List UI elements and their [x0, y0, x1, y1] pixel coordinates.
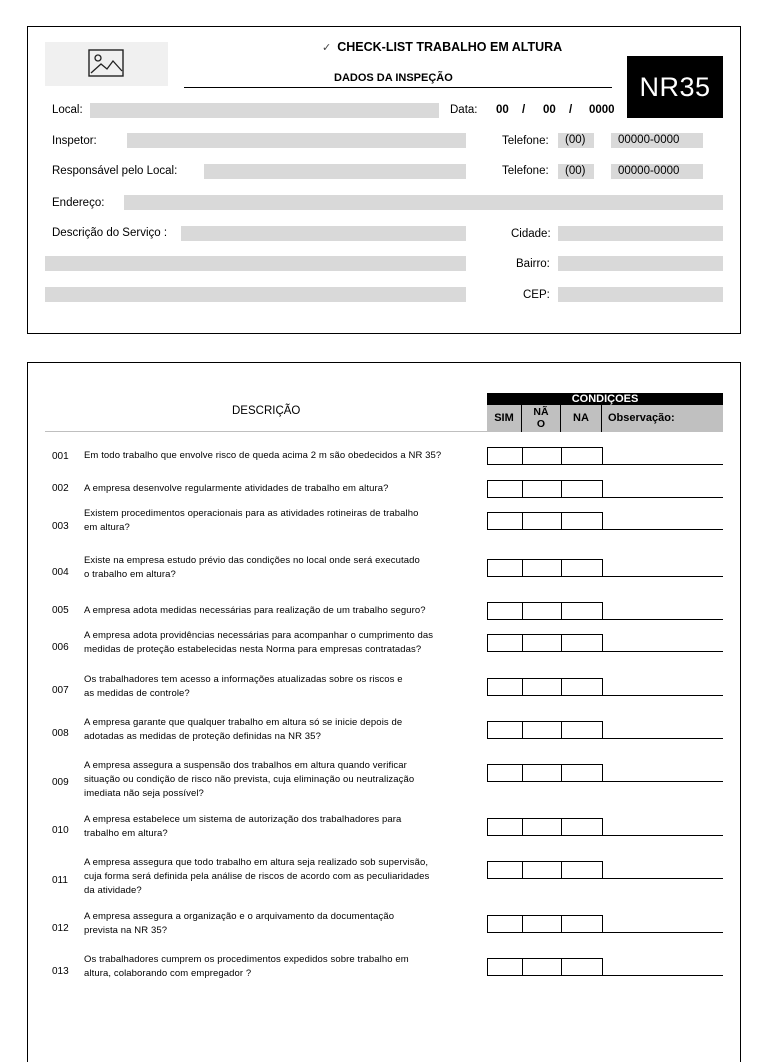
- nao-checkbox[interactable]: [522, 480, 562, 498]
- item-question-line: Existe na empresa estudo prévio das condições no local onde será executado: [84, 555, 420, 566]
- na-checkbox[interactable]: [561, 602, 603, 620]
- descricao-servico-input-3[interactable]: [45, 287, 466, 302]
- item-question: [84, 554, 420, 582]
- nao-checkbox[interactable]: [522, 721, 562, 739]
- observation-field[interactable]: [602, 576, 723, 577]
- date-separator: /: [569, 104, 573, 116]
- nao-checkbox[interactable]: [522, 634, 562, 652]
- observation-field[interactable]: [602, 781, 723, 782]
- nao-checkbox[interactable]: [522, 678, 562, 696]
- sim-checkbox[interactable]: [487, 634, 523, 652]
- na-checkbox[interactable]: [561, 915, 603, 933]
- item-question: [84, 507, 418, 535]
- na-checkbox[interactable]: [561, 818, 603, 836]
- item-question: [84, 482, 389, 496]
- item-question-line: cuja forma será definida pela análise de riscos de acordo com as peculiaridades: [84, 871, 430, 882]
- nao-checkbox[interactable]: [522, 958, 562, 976]
- item-number: 003: [52, 521, 69, 532]
- image-icon: [88, 49, 124, 77]
- item-number: 012: [52, 923, 69, 934]
- data-label: Data:: [450, 104, 478, 116]
- item-question-line: prevista na NR 35?: [84, 925, 168, 936]
- item-number: 005: [52, 605, 69, 616]
- subtitle-underline: [184, 87, 612, 88]
- observation-field[interactable]: [602, 932, 723, 933]
- telefone-label: Telefone:: [502, 135, 549, 147]
- cep-input[interactable]: [558, 287, 723, 302]
- sim-checkbox[interactable]: [487, 559, 523, 577]
- item-question-line: medidas de proteção estabelecidas nesta Norma para empresas contratadas?: [84, 644, 422, 655]
- na-checkbox[interactable]: [561, 480, 603, 498]
- na-checkbox[interactable]: [561, 764, 603, 782]
- item-question-line: Os trabalhadores cumprem os procedimentos expedidos sobre trabalho em: [84, 954, 409, 965]
- item-question: [84, 856, 429, 898]
- logo-placeholder[interactable]: [45, 42, 168, 86]
- item-number: 007: [52, 685, 69, 696]
- observation-field[interactable]: [602, 529, 723, 530]
- nr35-badge: NR35: [627, 56, 723, 118]
- observacao-column-header: Observação:: [602, 405, 723, 432]
- sim-checkbox[interactable]: [487, 447, 523, 465]
- item-question-line: Existem procedimentos operacionais para as atividades rotineiras de trabalho: [84, 508, 419, 519]
- item-question-line: A empresa estabelece um sistema de autorização dos trabalhadores para: [84, 814, 402, 825]
- item-question-line: altura, colaborando com empregador ?: [84, 968, 252, 979]
- item-question-line: A empresa desenvolve regularmente atividades de trabalho em altura?: [84, 483, 389, 494]
- nao-checkbox[interactable]: [522, 818, 562, 836]
- na-column-header: NA: [561, 405, 602, 432]
- check-circle-icon: ✓︎: [322, 42, 332, 54]
- sim-checkbox[interactable]: [487, 915, 523, 933]
- sim-checkbox[interactable]: [487, 678, 523, 696]
- item-number: 011: [52, 875, 68, 886]
- na-checkbox[interactable]: [561, 721, 603, 739]
- item-question-line: imediata não seja possível?: [84, 788, 204, 799]
- item-question-line: adotadas as medidas de proteção definidas na NR 35?: [84, 731, 321, 742]
- date-month[interactable]: 00: [543, 104, 556, 116]
- item-number: 002: [52, 483, 69, 494]
- observation-field[interactable]: [602, 464, 723, 465]
- item-question-line: A empresa adota providências necessárias para acompanhar o cumprimento das: [84, 630, 434, 641]
- sim-checkbox[interactable]: [487, 861, 523, 879]
- local-input[interactable]: [90, 103, 439, 118]
- item-question: [84, 716, 402, 744]
- bairro-label: Bairro:: [516, 258, 550, 270]
- item-question-line: Em todo trabalho que envolve risco de queda acima 2 m são obedecidos a NR 35?: [84, 450, 442, 461]
- telefone-label: Telefone:: [502, 165, 549, 177]
- item-number: 013: [52, 966, 69, 977]
- phone-input-2[interactable]: 00000-0000: [611, 164, 703, 179]
- ddd-input-1[interactable]: (00): [558, 133, 594, 148]
- conditions-header: CONDIÇOES: [487, 393, 723, 405]
- observation-field[interactable]: [602, 619, 723, 620]
- responsavel-label: Responsável pelo Local:: [52, 165, 178, 177]
- observation-field[interactable]: [602, 695, 723, 696]
- item-question: [84, 759, 414, 801]
- na-checkbox[interactable]: [561, 678, 603, 696]
- item-question-line: Os trabalhadores tem acesso a informações atualizadas sobre os riscos e: [84, 674, 403, 685]
- item-number: 001: [52, 451, 69, 462]
- nao-checkbox[interactable]: [522, 764, 562, 782]
- descricao-servico-input[interactable]: [181, 226, 466, 241]
- item-question-line: da atividade?: [84, 885, 142, 896]
- item-question: [84, 673, 403, 701]
- sim-checkbox[interactable]: [487, 721, 523, 739]
- date-separator: /: [522, 104, 526, 116]
- sim-checkbox[interactable]: [487, 818, 523, 836]
- endereco-label: Endereço:: [52, 197, 105, 209]
- item-question-line: o trabalho em altura?: [84, 569, 176, 580]
- item-question: [84, 449, 441, 463]
- cidade-label: Cidade:: [511, 228, 551, 240]
- inspetor-label: Inspetor:: [52, 135, 97, 147]
- item-number: 010: [52, 825, 69, 836]
- nao-checkbox[interactable]: [522, 861, 562, 879]
- date-year[interactable]: 0000: [589, 104, 615, 116]
- na-checkbox[interactable]: [561, 559, 603, 577]
- na-checkbox[interactable]: [561, 861, 603, 879]
- observation-field[interactable]: [602, 878, 723, 879]
- item-number: 008: [52, 728, 69, 739]
- section-subtitle: DADOS DA INSPEÇÃO: [334, 72, 453, 84]
- item-question-line: A empresa adota medidas necessárias para realização de um trabalho seguro?: [84, 605, 426, 616]
- local-label: Local:: [52, 104, 83, 116]
- sim-checkbox[interactable]: [487, 512, 523, 530]
- na-checkbox[interactable]: [561, 447, 603, 465]
- item-question: [84, 813, 401, 841]
- sim-checkbox[interactable]: [487, 764, 523, 782]
- page-title: ✓︎ CHECK-LIST TRABALHO EM ALTURA: [322, 40, 563, 54]
- nao-checkbox[interactable]: [522, 602, 562, 620]
- observation-field[interactable]: [602, 738, 723, 739]
- item-number: 004: [52, 567, 69, 578]
- item-number: 009: [52, 777, 69, 788]
- na-checkbox[interactable]: [561, 634, 603, 652]
- sim-checkbox[interactable]: [487, 602, 523, 620]
- item-number: 006: [52, 642, 69, 653]
- descricao-servico-label: Descrição do Serviço :: [52, 227, 168, 239]
- nao-column-header: NÃ O: [522, 405, 561, 432]
- item-question-line: em altura?: [84, 522, 130, 533]
- item-question-line: A empresa assegura que todo trabalho em altura seja realizado sob supervisão,: [84, 857, 429, 868]
- observation-field[interactable]: [602, 651, 723, 652]
- responsavel-input[interactable]: [204, 164, 466, 179]
- item-question-line: A empresa garante que qualquer trabalho em altura só se inicie depois de: [84, 717, 403, 728]
- sim-checkbox[interactable]: [487, 958, 523, 976]
- sim-column-header: SIM: [487, 405, 522, 432]
- nao-checkbox[interactable]: [522, 512, 562, 530]
- item-question-line: A empresa assegura a organização e o arquivamento da documentação: [84, 911, 395, 922]
- sim-checkbox[interactable]: [487, 480, 523, 498]
- item-question-line: trabalho em altura?: [84, 828, 168, 839]
- nao-checkbox[interactable]: [522, 559, 562, 577]
- item-question: [84, 629, 433, 657]
- cep-label: CEP:: [523, 289, 550, 301]
- descricao-servico-input-2[interactable]: [45, 256, 466, 271]
- observation-field[interactable]: [602, 497, 723, 498]
- item-question: [84, 910, 394, 938]
- nao-checkbox[interactable]: [522, 447, 562, 465]
- ddd-input-2[interactable]: (00): [558, 164, 594, 179]
- header-divider: [45, 431, 487, 432]
- description-column-header: DESCRIÇÃO: [232, 405, 301, 417]
- item-question-line: situação ou condição de risco não prevista, cuja eliminação ou neutralização: [84, 774, 415, 785]
- item-question-line: A empresa assegura a suspensão dos trabalhos em altura quando verificar: [84, 760, 407, 771]
- nao-checkbox[interactable]: [522, 915, 562, 933]
- cidade-input[interactable]: [558, 226, 723, 241]
- observation-field[interactable]: [602, 975, 723, 976]
- item-question: [84, 604, 426, 618]
- item-question: [84, 953, 409, 981]
- phone-input-1[interactable]: 00000-0000: [611, 133, 703, 148]
- observation-field[interactable]: [602, 835, 723, 836]
- endereco-input[interactable]: [124, 195, 723, 210]
- inspetor-input[interactable]: [127, 133, 466, 148]
- date-day[interactable]: 00: [496, 104, 509, 116]
- item-question-line: as medidas de controle?: [84, 688, 190, 699]
- na-checkbox[interactable]: [561, 512, 603, 530]
- na-checkbox[interactable]: [561, 958, 603, 976]
- bairro-input[interactable]: [558, 256, 723, 271]
